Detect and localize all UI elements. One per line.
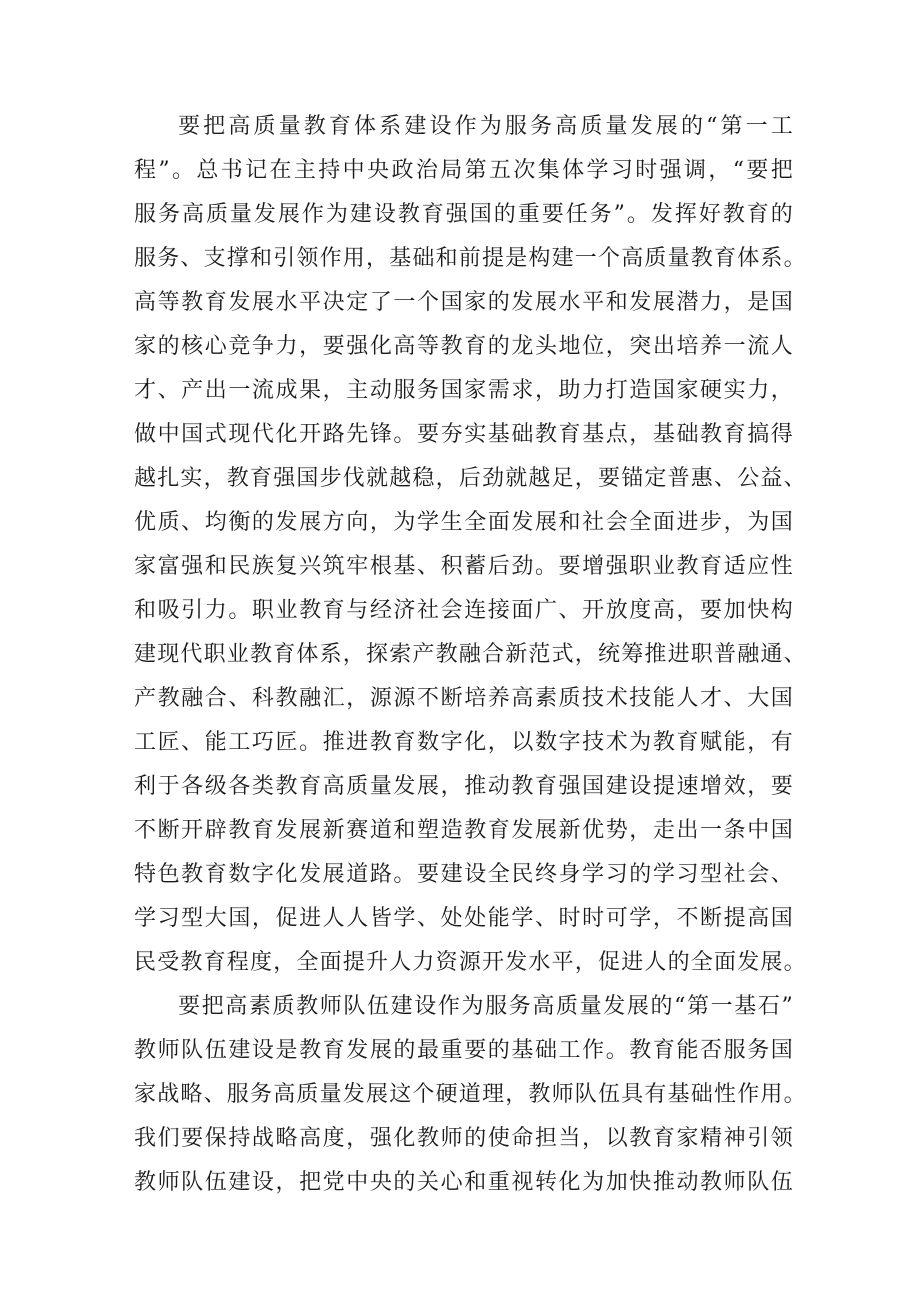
paragraph-line: 要把高素质教师队伍建设作为服务高质量发展的“第一基石” (178, 994, 794, 1019)
paragraph-line: 越扎实，教育强国步伐就越稳，后劲就越足，要锚定普惠、公益、 (134, 466, 807, 491)
paragraph-line: 程”。总书记在主持中央政治局第五次集体学习时强调，“要把 (134, 158, 794, 183)
paragraph-line: 建现代职业教育体系，探索产教融合新范式，统筹推进职普融通、 (134, 642, 807, 667)
paragraph-line: 服务、支撑和引领作用，基础和前提是构建一个高质量教育体系。 (134, 246, 807, 271)
paragraph-line: 做中国式现代化开路先锋。要夯实基础教育基点，基础教育搞得 (134, 422, 794, 447)
paragraph-line: 教师队伍建设，把党中央的关心和重视转化为加快推动教师队伍 (134, 1170, 794, 1195)
paragraph-line: 家战略、服务高质量发展这个硬道理，教师队伍具有基础性作用。 (134, 1082, 807, 1107)
paragraph-line: 民受教育程度，全面提升人力资源开发水平，促进人的全面发展。 (134, 950, 807, 975)
paragraph-line: 服务高质量发展作为建设教育强国的重要任务”。发挥好教育的 (134, 202, 794, 227)
paragraph-2 (134, 985, 807, 1205)
paragraph-line: 才、产出一流成果，主动服务国家需求，助力打造国家硬实力， (134, 378, 794, 403)
paragraph-line: 优质、均衡的发展方向，为学生全面发展和社会全面进步，为国 (134, 510, 794, 535)
paragraph-line: 产教融合、科教融汇，源源不断培养高素质技术技能人才、大国 (134, 686, 794, 711)
paragraph-line: 不断开辟教育发展新赛道和塑造教育发展新优势，走出一条中国 (134, 818, 794, 843)
paragraph-line: 利于各级各类教育高质量发展，推动教育强国建设提速增效，要 (134, 774, 794, 799)
paragraph-line: 我们要保持战略高度，强化教师的使命担当，以教育家精神引领 (134, 1126, 794, 1151)
paragraph-line: 家富强和民族复兴筑牢根基、积蓄后劲。要增强职业教育适应性 (134, 554, 794, 579)
paragraph-line: 学习型大国，促进人人皆学、处处能学、时时可学，不断提高国 (134, 906, 794, 931)
paragraph-line: 和吸引力。职业教育与经济社会连接面广、开放度高，要加快构 (134, 598, 794, 623)
paragraph-1 (134, 105, 807, 985)
document-body (134, 105, 807, 1205)
paragraph-line: 高等教育发展水平决定了一个国家的发展水平和发展潜力，是国 (134, 290, 794, 315)
paragraph-line: 特色教育数字化发展道路。要建设全民终身学习的学习型社会、 (134, 862, 794, 887)
paragraph-line: 要把高质量教育体系建设作为服务高质量发展的“第一工 (178, 114, 794, 139)
paragraph-line: 家的核心竞争力，要强化高等教育的龙头地位，突出培养一流人 (134, 334, 794, 359)
paragraph-line: 教师队伍建设是教育发展的最重要的基础工作。教育能否服务国 (134, 1038, 794, 1063)
paragraph-line: 工匠、能工巧匠。推进教育数字化，以数字技术为教育赋能，有 (134, 730, 794, 755)
